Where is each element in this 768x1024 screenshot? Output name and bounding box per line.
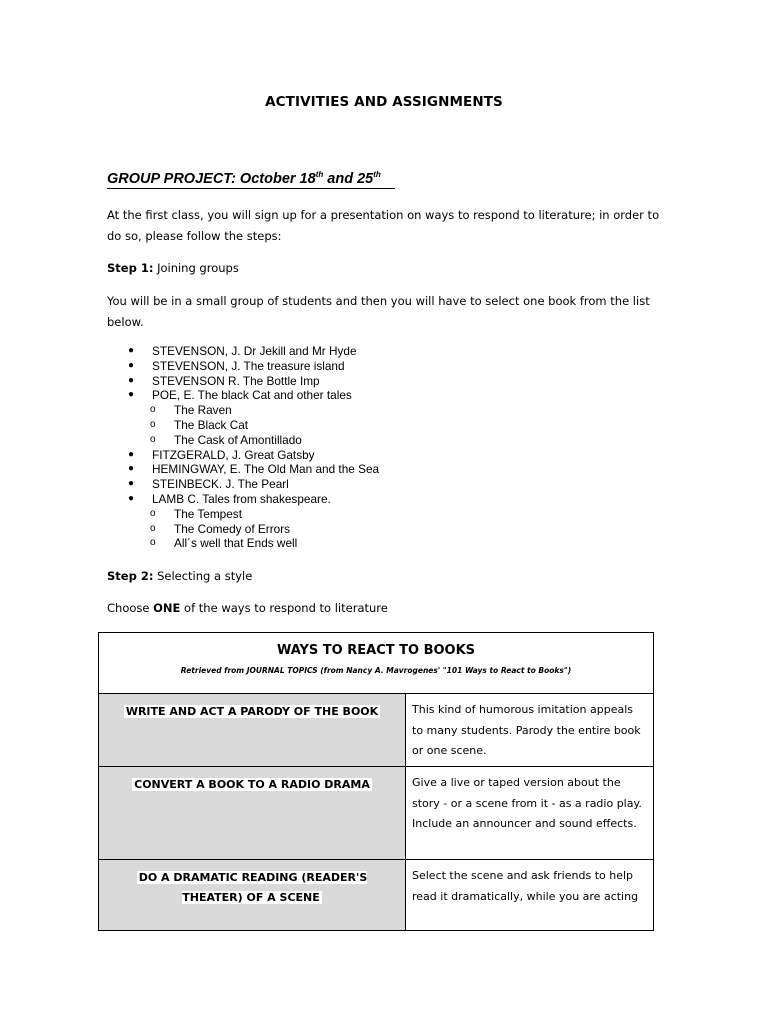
sub-list-container	[128, 507, 379, 551]
bullet-icon: ●	[128, 448, 135, 460]
story-title: The Raven	[174, 403, 232, 418]
way-cell	[99, 694, 406, 767]
book-title: FITZGERALD, J. Great Gatsby	[152, 447, 315, 462]
choose-bold: ONE	[153, 601, 181, 615]
bullet-icon: ●	[128, 389, 135, 401]
story-sub-list	[128, 403, 379, 447]
choose-paragraph	[107, 598, 667, 619]
way-cell	[99, 860, 406, 931]
story-title: The Cask of Amontillado	[174, 432, 302, 447]
story-list-item	[150, 433, 379, 448]
book-list-item	[128, 462, 379, 477]
description-cell: This kind of humorous imitation appeals to many students. Parody the entire book or one scene.	[406, 694, 654, 767]
story-list-item	[150, 418, 379, 433]
group-project-heading	[107, 170, 395, 189]
book-title: STEVENSON, J. Dr Jekill and Mr Hyde	[152, 344, 357, 358]
sub-list-container	[128, 403, 379, 447]
story-title: The Black Cat	[174, 417, 249, 432]
ways-table-title: WAYS TO REACT TO BOOKS	[276, 643, 476, 658]
sub-bullet-icon: o	[150, 404, 156, 416]
story-list-item	[150, 507, 379, 522]
book-list-item	[128, 477, 379, 492]
choose-prefix: Choose	[107, 601, 154, 615]
table-row	[99, 860, 654, 931]
bullet-icon: ●	[128, 359, 135, 371]
description-cell: Select the scene and ask friends to help read it dramatically, while you are acting	[406, 860, 654, 931]
way-cell	[99, 767, 406, 860]
choose-suffix: of the ways to respond to literature	[180, 601, 388, 615]
sub-bullet-icon: o	[150, 507, 156, 519]
group-project-label: GROUP PROJECT	[107, 171, 232, 187]
book-title: STEVENSON, J. The treasure island	[152, 358, 345, 373]
book-title: LAMB C. Tales from shakespeare.	[152, 491, 331, 506]
book-list-item	[128, 359, 379, 374]
story-list-item	[150, 536, 379, 551]
table-row	[99, 767, 654, 860]
step1-description: You will be in a small group of students and then you will have to select one book from the list below.	[107, 294, 650, 329]
book-title: POE, E. The black Cat and other tales	[152, 388, 352, 403]
bullet-icon: ●	[128, 478, 135, 490]
story-title: The Comedy of Errors	[174, 521, 291, 536]
step2-label: Step 2:	[107, 569, 154, 583]
story-sub-list	[128, 507, 379, 551]
way-label: CONVERT A BOOK TO A RADIO DRAMA	[134, 778, 370, 791]
step1-label: Step 1:	[107, 261, 154, 275]
step2-text: Selecting a style	[153, 569, 253, 583]
story-title: The Tempest	[174, 506, 242, 521]
book-title: STEINBECK. J. The Pearl	[152, 477, 289, 492]
sub-bullet-icon: o	[150, 433, 156, 445]
bullet-icon: ●	[128, 463, 135, 475]
date-suffix-1: th	[315, 170, 324, 179]
book-list-item	[128, 344, 379, 359]
way-label: DO A DRAMATIC READING (READER'S THEATER) OF A SCENE	[138, 871, 368, 904]
date-suffix-2: th	[373, 170, 381, 179]
book-list-item	[128, 492, 379, 507]
story-list-item	[150, 522, 379, 537]
book-list	[128, 344, 379, 551]
story-list-item	[150, 403, 379, 418]
group-project-date-and: and 25	[323, 171, 374, 187]
ways-table	[98, 632, 654, 931]
story-title: All´s well that Ends well	[174, 536, 298, 551]
group-project-date-prefix: : October 18	[231, 171, 316, 187]
bullet-icon: ●	[128, 374, 135, 386]
book-title: HEMINGWAY, E. The Old Man and the Sea	[152, 462, 380, 477]
page-title: ACTIVITIES AND ASSIGNMENTS	[265, 94, 503, 110]
bullet-icon: ●	[128, 345, 135, 356]
sub-bullet-icon: o	[150, 537, 156, 549]
book-title: STEVENSON R. The Bottle Imp	[152, 373, 320, 388]
sub-bullet-icon: o	[150, 522, 156, 534]
book-list-item	[128, 374, 379, 389]
way-label: WRITE AND ACT A PARODY OF THE BOOK	[125, 705, 379, 718]
table-row	[99, 694, 654, 767]
intro-paragraph: At the first class, you will sign up for a presentation on ways to respond to literature; in order to do so, please follow the steps:	[107, 208, 660, 243]
ways-table-source: Retrieved from JOURNAL TOPICS (from Nancy A. Mavrogenes' "101 Ways to React to Books")	[180, 666, 572, 675]
step1-paragraph	[107, 258, 667, 279]
description-cell: Give a live or taped version about the story - or a scene from it - as a radio play. Include an announcer and sound effects.	[406, 767, 654, 860]
step2-paragraph	[107, 566, 667, 587]
step1-text: Joining groups	[153, 261, 239, 275]
ways-table-header	[99, 633, 654, 694]
sub-bullet-icon: o	[150, 418, 156, 430]
book-list-item	[128, 448, 379, 463]
book-list-item	[128, 388, 379, 403]
bullet-icon: ●	[128, 492, 135, 504]
